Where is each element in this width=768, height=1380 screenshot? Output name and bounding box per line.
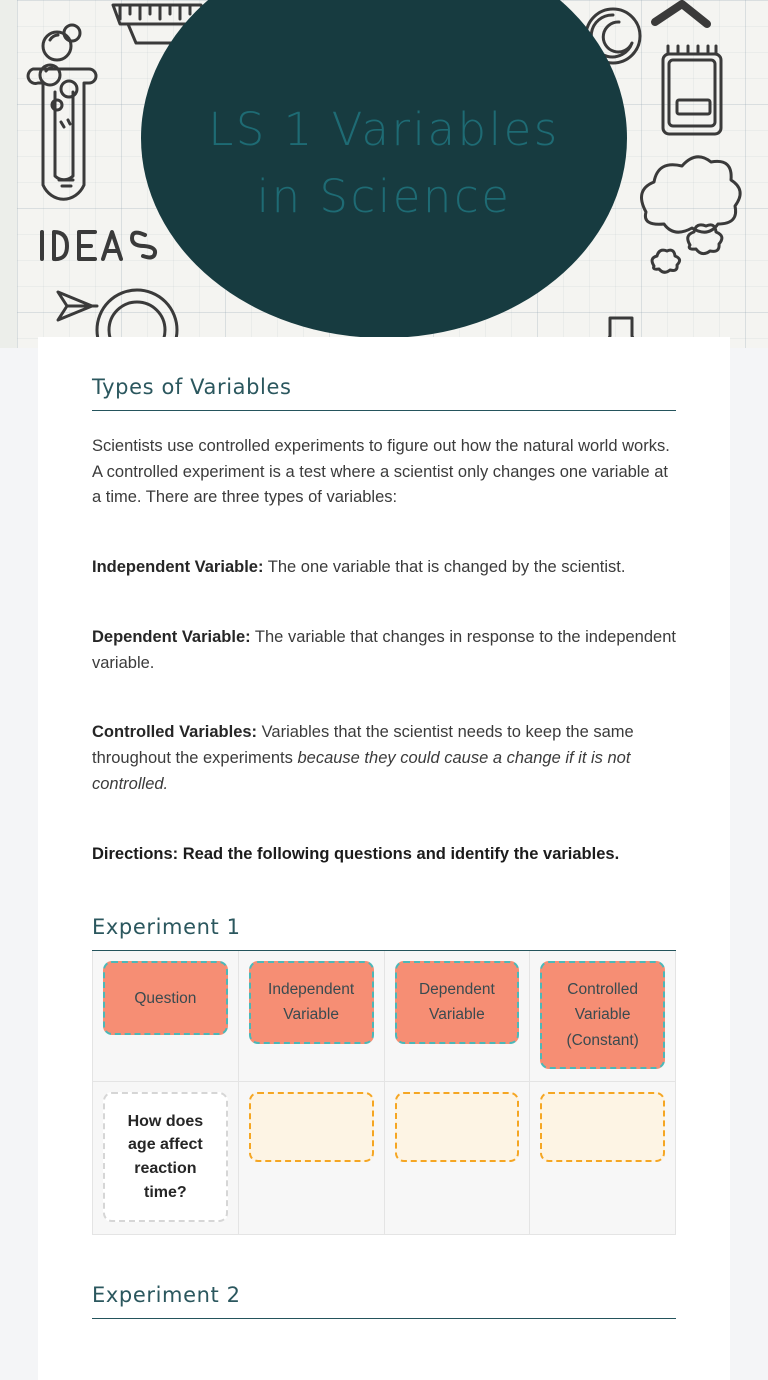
chip-independent-variable[interactable]: Independent Variable bbox=[249, 961, 374, 1043]
table-header-row bbox=[93, 951, 676, 1081]
independent-variable-text: The one variable that is changed by the scientist. bbox=[263, 558, 626, 577]
content-card bbox=[38, 337, 730, 1380]
heading-divider bbox=[92, 410, 676, 411]
intro-paragraph: Scientists use controlled experiments to figure out how the natural world works. A controlled experiment is a test where a scientist only changes one variable at a time. There are three types of variables: bbox=[92, 437, 670, 507]
test-tube-doodle bbox=[28, 69, 96, 199]
experiment-2-heading: Experiment 2 bbox=[92, 1283, 241, 1308]
answer-cell-independent-variable bbox=[238, 1081, 384, 1235]
header-cell-controlled-variable bbox=[530, 951, 676, 1081]
answer-cell-dependent-variable bbox=[384, 1081, 530, 1235]
chip-dependent-variable[interactable]: Dependent Variable bbox=[395, 961, 520, 1043]
types-of-variables-heading: Types of Variables bbox=[92, 375, 292, 399]
notepad-doodle bbox=[663, 46, 721, 134]
controlled-variables-label: Controlled Variables: bbox=[92, 723, 258, 742]
page-title: LS 1 Variables in Science bbox=[208, 103, 560, 223]
directions-paragraph: Directions: Read the following questions and identify the variables. bbox=[92, 844, 620, 863]
experiment-1-table bbox=[92, 951, 676, 1235]
question-cell bbox=[93, 1081, 239, 1235]
controlled-variables-text: Variables that the scientist needs to keep the same throughout the experiments bbox=[92, 723, 634, 768]
question-text[interactable]: How does age affect reaction time? bbox=[103, 1092, 228, 1223]
independent-variable-label: Independent Variable: bbox=[92, 558, 264, 577]
thought-cloud-doodle bbox=[642, 157, 741, 272]
dropzone-controlled-variable[interactable] bbox=[540, 1092, 665, 1162]
chevron-doodle bbox=[655, 4, 707, 24]
chip-controlled-variable[interactable]: Controlled Variable (Constant) bbox=[540, 961, 665, 1068]
header-cell-question bbox=[93, 951, 239, 1081]
dependent-variable-text: The variable that changes in response to the independent variable. bbox=[92, 627, 676, 672]
page-banner bbox=[0, 0, 768, 348]
independent-variable-paragraph bbox=[92, 555, 676, 581]
chip-question[interactable]: Question bbox=[103, 961, 228, 1035]
dropzone-independent-variable[interactable] bbox=[249, 1092, 374, 1162]
ideas-lettering-doodle bbox=[42, 232, 155, 259]
dependent-variable-label: Dependent Variable: bbox=[92, 627, 251, 646]
header-cell-dependent-variable bbox=[384, 951, 530, 1081]
dependent-variable-paragraph bbox=[92, 625, 676, 676]
dropzone-dependent-variable[interactable] bbox=[395, 1092, 520, 1162]
experiment-1-heading: Experiment 1 bbox=[92, 915, 241, 940]
controlled-variables-paragraph bbox=[92, 720, 676, 797]
experiment-1-block bbox=[92, 915, 676, 1235]
table-row bbox=[93, 1081, 676, 1235]
experiment-2-divider bbox=[92, 1318, 676, 1319]
bubble-doodle bbox=[40, 25, 80, 85]
experiment-2-block bbox=[92, 1283, 676, 1319]
header-cell-independent-variable bbox=[238, 951, 384, 1081]
controlled-variables-emphasis: because they could cause a change if it is not controlled. bbox=[92, 749, 631, 793]
answer-cell-controlled-variable bbox=[530, 1081, 676, 1235]
